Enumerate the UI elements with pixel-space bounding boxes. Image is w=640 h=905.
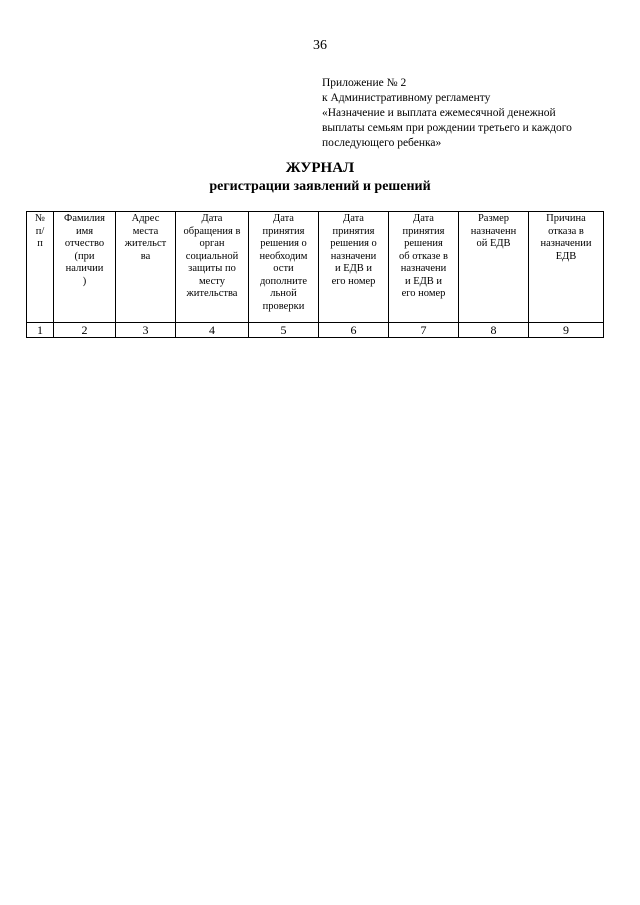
header-line: защиты по — [188, 263, 236, 274]
header-line: Адрес — [131, 213, 160, 224]
header-line: назначени — [330, 250, 377, 262]
header-line: и ЕДВ и — [404, 275, 443, 287]
header-line: назначени — [400, 263, 447, 274]
header-line: Дата — [201, 213, 223, 224]
header-line: Причина — [546, 213, 586, 224]
header-line: Размер — [477, 213, 510, 224]
appendix-line: к Административному регламенту — [322, 92, 491, 104]
column-number-cell: 4 — [176, 323, 249, 338]
header-line: орган — [199, 238, 225, 249]
header-line: необходим — [259, 250, 308, 262]
appendix-line: Приложение № 2 — [322, 77, 407, 89]
header-line: принятия — [332, 225, 375, 237]
column-number-cell: 8 — [459, 323, 529, 338]
header-line: назначенн — [470, 225, 517, 237]
header-line: Фамилия — [64, 213, 105, 224]
header-line: социальной — [185, 250, 239, 262]
column-number-cell: 3 — [116, 323, 176, 338]
header-cell-full-name — [54, 212, 116, 323]
journal-table — [26, 211, 604, 338]
header-row — [27, 212, 604, 323]
header-line: п/ — [35, 225, 45, 237]
header-line: назначении — [540, 238, 592, 249]
header-line: жительст — [124, 238, 167, 249]
header-line: жительства — [186, 288, 238, 299]
header-cell-number — [27, 212, 54, 323]
column-number-cell: 7 — [389, 323, 459, 338]
appendix-line: выплаты семьям при рождении третьего и каждого — [322, 122, 572, 134]
header-line: принятия — [402, 225, 445, 237]
document-title: ЖУРНАЛ — [285, 160, 355, 176]
header-line: отчество — [64, 238, 105, 249]
header-line: обращения в — [183, 225, 241, 237]
header-line: месту — [199, 275, 225, 287]
header-line: решения — [404, 238, 443, 249]
column-number-cell: 1 — [27, 323, 54, 338]
header-line: отказа в — [548, 225, 584, 237]
header-cell-assignment-decision-date — [319, 212, 389, 323]
header-line: Дата — [413, 213, 434, 224]
header-line: и ЕДВ и — [334, 263, 373, 274]
header-line: ости — [273, 263, 294, 274]
column-number-cell: 5 — [249, 323, 319, 338]
appendix-line: последующего ребенка» — [322, 137, 442, 149]
header-line: ой ЕДВ — [476, 238, 511, 249]
header-cell-amount — [459, 212, 529, 323]
document-subtitle: регистрации заявлений и решений — [209, 179, 431, 194]
header-line: решения о — [260, 238, 307, 249]
header-line: его номер — [331, 275, 376, 287]
header-line: дополните — [259, 275, 308, 287]
column-number-row — [27, 323, 604, 338]
header-line: п — [37, 238, 43, 249]
header-cell-refusal-decision-date — [389, 212, 459, 323]
header-line: об отказе в — [399, 250, 448, 262]
header-line: ) — [82, 275, 87, 287]
header-line: № — [34, 213, 46, 224]
header-line: его номер — [401, 288, 446, 299]
appendix-line: «Назначение и выплата ежемесячной денежной — [322, 107, 556, 119]
header-line: (при — [74, 250, 95, 262]
header-line: ва — [140, 250, 151, 262]
column-number-cell: 2 — [54, 323, 116, 338]
header-cell-address — [116, 212, 176, 323]
header-line: Дата — [343, 213, 364, 224]
header-line: решения о — [330, 238, 377, 249]
appendix-note — [322, 76, 622, 151]
header-cell-check-decision-date — [249, 212, 319, 323]
column-number-cell: 9 — [529, 323, 604, 338]
header-line: ЕДВ — [555, 250, 577, 262]
header-line: имя — [75, 225, 94, 237]
header-line: льной — [270, 288, 297, 299]
header-line: проверки — [262, 300, 305, 312]
column-number-cell: 6 — [319, 323, 389, 338]
header-line: Дата — [273, 213, 294, 224]
header-line: наличии — [65, 263, 104, 274]
header-cell-refusal-reason — [529, 212, 604, 323]
header-line: места — [132, 225, 159, 237]
header-line: принятия — [262, 225, 305, 237]
header-cell-application-date — [176, 212, 249, 323]
page-number: 36 — [313, 38, 327, 53]
